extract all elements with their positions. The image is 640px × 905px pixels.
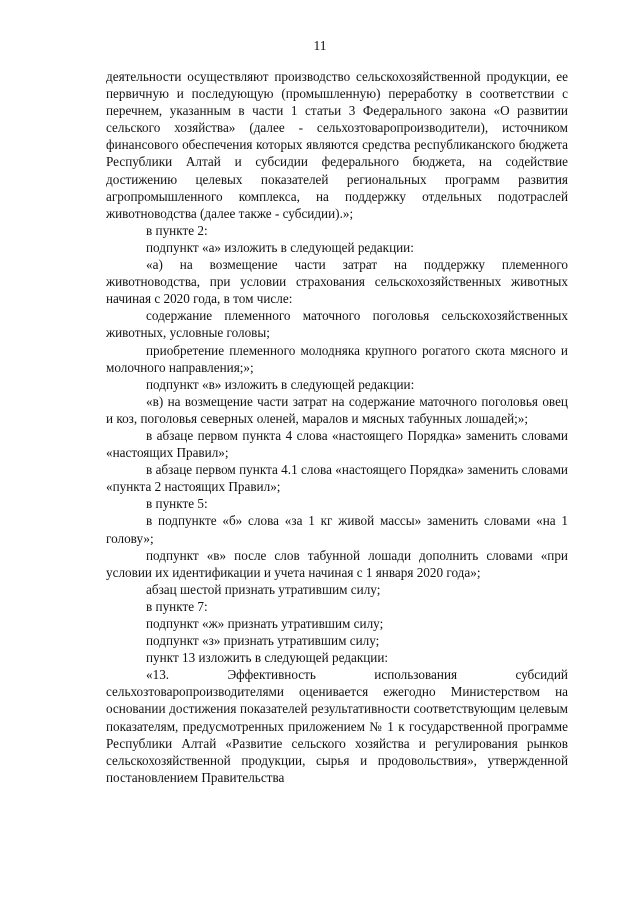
paragraph: содержание племенного маточного поголовья сельскохозяйственных животных, условные головы; (106, 308, 568, 341)
paragraph: подпункт «в» изложить в следующей редакции: (146, 376, 415, 392)
paragraph: приобретение племенного молодняка крупного рогатого скота мясного и молочного направления;»; (106, 342, 568, 375)
paragraph: в пункте 5: (146, 496, 208, 512)
paragraph: «а) на возмещение части затрат на поддержку племенного животноводства, при условии страхования сельскохозяйственных животных начиная с 2020 года, в том числе: (106, 257, 568, 307)
paragraph: подпункт «а» изложить в следующей редакции: (146, 239, 414, 255)
paragraph: подпункт «ж» признать утратившим силу; (146, 616, 384, 631)
document-body (106, 68, 568, 786)
paragraph: абзац шестой признать утратившим силу; (146, 581, 381, 597)
paragraph: в абзаце первом пункта 4.1 слова «настоящего Порядка» заменить словами «пункта 2 настоящих Правил»; (106, 462, 568, 495)
paragraph: «13. Эффективность использования субсидий сельхозтоваропроизводителями оценивается ежегодно Министерством на основании достижения показателей результативности соответствующим целевым показателям, предусмотренных приложением № 1 к государственной программе Республики Алтай «Развитие сельского хозяйства и регулирования рынков сельскохозяйственной продукции, сырья и продовольствия», утвержденной постановлением Правительства (106, 667, 568, 785)
paragraph: пункт 13 изложить в следующей редакции: (146, 650, 389, 666)
paragraph: в абзаце первом пункта 4 слова «настоящего Порядка» заменить словами «настоящих Правил»; (106, 427, 568, 461)
paragraph: в подпункте «б» слова «за 1 кг живой массы» заменить словами «на 1 голову»; (106, 513, 568, 546)
paragraph: деятельности осуществляют производство сельскохозяйственной продукции, ее первичную и последующую (промышленную) переработку в соответствии с перечнем, указанным в части 1 статьи 3 Федерального закона «О развитии сельского хозяйства» (далее - сельхозтоваропроизводители), источником финансового обеспечения которых являются средства республиканского бюджета Республики Алтай и субсидии федерального бюджета, на содействие достижению целевых показателей региональных программ развития агропромышленного комплекса, на поддержку отдельных подотраслей животноводства (далее также - субсидии).»; (106, 69, 568, 221)
page-number: 11 (313, 38, 327, 53)
paragraph: подпункт «в» после слов табунной лошади дополнить словами «при условии их идентификации и учета начиная с 1 января 2020 года»; (106, 547, 568, 580)
paragraph: подпункт «з» признать утратившим силу; (146, 633, 380, 649)
paragraph: в пункте 7: (146, 598, 208, 614)
paragraph: «в) на возмещение части затрат на содержание маточного поголовья овец и коз, поголовья северных оленей, маралов и мясных табунных лошадей;»; (106, 393, 568, 426)
paragraph: в пункте 2: (146, 222, 208, 238)
